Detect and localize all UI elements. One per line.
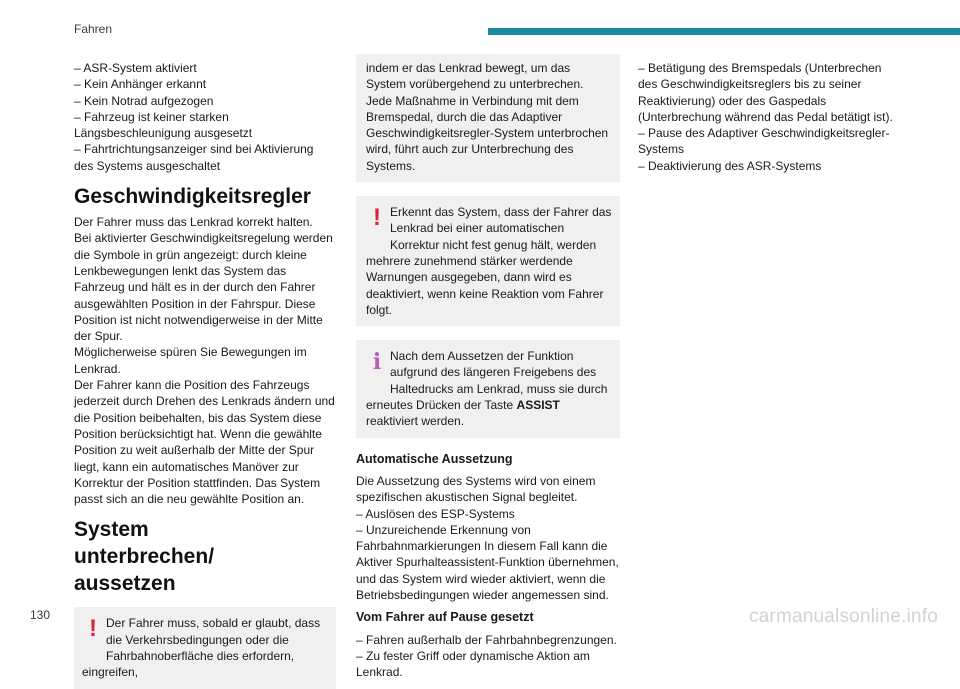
list-item: – Auslösen des ESP-Systems: [356, 506, 515, 521]
paragraph: Die Aussetzung des Systems wird von einem spezifischen akustischen Signal begleitet.: [356, 473, 596, 505]
header-accent-bar: [488, 28, 960, 35]
column-1: [74, 60, 336, 689]
warning-text: Erkennt das System, dass der Fahrer das Lenkrad bei einer automatischen Korrektur nicht fest genug hält, werden mehrere zunehmend stärker werdende Warnungen ausgegeben, dann wird es deaktiviert, wenn keine Reaktion vom Fahrer folgt.: [366, 205, 612, 317]
heading-automatic-suspension: Automatische Aussetzung: [356, 451, 513, 466]
warning-text: Der Fahrer muss, sobald er glaubt, dass die Verkehrsbedingungen oder die Fahrbahnoberfläche dies erfordern, eingreifen,: [82, 616, 321, 680]
info-text: Nach dem Aussetzen der Funktion aufgrund des längeren Freigebens des Haltedrucks am Lenkrad, muss sie durch erneutes Drücken der Taste ASSIST reaktiviert werden.: [366, 349, 608, 429]
list-item: – Betätigung des Bremspedals (Unterbrechen des Geschwindigkeitsreglers bis zu seiner Reaktivierung) oder des Gaspedals (Unterbrechung während das Pedal betätigt ist).: [638, 61, 893, 124]
list-item: – Fahren außerhalb der Fahrbahnbegrenzungen.: [356, 632, 617, 647]
paragraph: Der Fahrer kann die Position des Fahrzeugs jederzeit durch Drehen des Lenkrads ändern und die Position beibehalten, bis das System diese Position berücksichtigt hat. Wenn die gewählte Position zu weit außerhalb der Mitte der Spur liegt, kann ein automatisches Manöver zur Korrektur der Position stattfinden. Das System passt sich an die neu gewählte Position an.: [74, 378, 335, 507]
paragraph: Bei aktivierter Geschwindigkeitsregelung werden die Symbole in grün angezeigt: durch kleine Lenkbewegungen lenkt das System das Fahrzeug und hält es in der durch den Fahrer ausgewählten Position in der Fahrspur. Diese Position ist nicht notwendigerweise in der Mitte der Spur.: [74, 231, 333, 344]
list-item: – Kein Anhänger erkannt: [74, 77, 207, 92]
list-item: – Kein Notrad aufgezogen: [74, 93, 214, 108]
paragraph: Möglicherweise spüren Sie Bewegungen im Lenkrad.: [74, 345, 307, 376]
info-note: [356, 340, 620, 437]
exclamation-warning-icon: !: [373, 204, 381, 232]
heading-driver-pause: Vom Fahrer auf Pause gesetzt: [356, 610, 534, 625]
watermark: carmanualsonline.info: [748, 606, 938, 627]
continued-warning-note: [356, 54, 620, 182]
warning-text: indem er das Lenkrad bewegt, um das System vorübergehend zu unterbrechen. Jede Maßnahme in Verbindung mit dem Bremspedal, durch die das Adaptiver Geschwindigkeitsregler-System unterbrochen wird, führt auch zur Unterbrechung des Systems.: [366, 61, 609, 173]
list-item: – Fahrzeug ist keiner starken Längsbeschleunigung ausgesetzt: [74, 109, 253, 141]
list-item: – Pause des Adaptiver Geschwindigkeitsregler-Systems: [638, 126, 890, 157]
column-2: [356, 54, 620, 681]
info-icon: i: [372, 349, 382, 376]
warning-note: [356, 196, 620, 326]
column-3: [638, 60, 904, 174]
paragraph: Der Fahrer muss das Lenkrad korrekt halten.: [74, 215, 313, 230]
list-item: – Deaktivierung des ASR-Systems: [638, 158, 822, 173]
list-item: – ASR-System aktiviert: [74, 61, 197, 75]
section-label: Fahren: [74, 22, 113, 36]
assist-key-label: ASSIST: [516, 398, 560, 413]
heading-interrupt: System unterbrechen/ aussetzen: [74, 518, 215, 596]
list-item: – Zu fester Griff oder dynamische Aktion am Lenkrad.: [356, 648, 590, 680]
warning-note: [74, 607, 336, 688]
heading-speed-regulator: Geschwindigkeitsregler: [74, 185, 311, 209]
exclamation-warning-icon: !: [89, 615, 97, 643]
page-number: 130: [30, 608, 51, 622]
list-item: – Fahrtrichtungsanzeiger sind bei Aktivierung des Systems ausgeschaltet: [74, 142, 314, 173]
list-item: – Unzureichende Erkennung von Fahrbahnmarkierungen In diesem Fall kann die Aktiver Spurhalteassistent-Funktion übernehmen, und das System wird wieder aktiviert, wenn die Betriebsbedingungen wieder angemessen sind.: [356, 522, 619, 603]
